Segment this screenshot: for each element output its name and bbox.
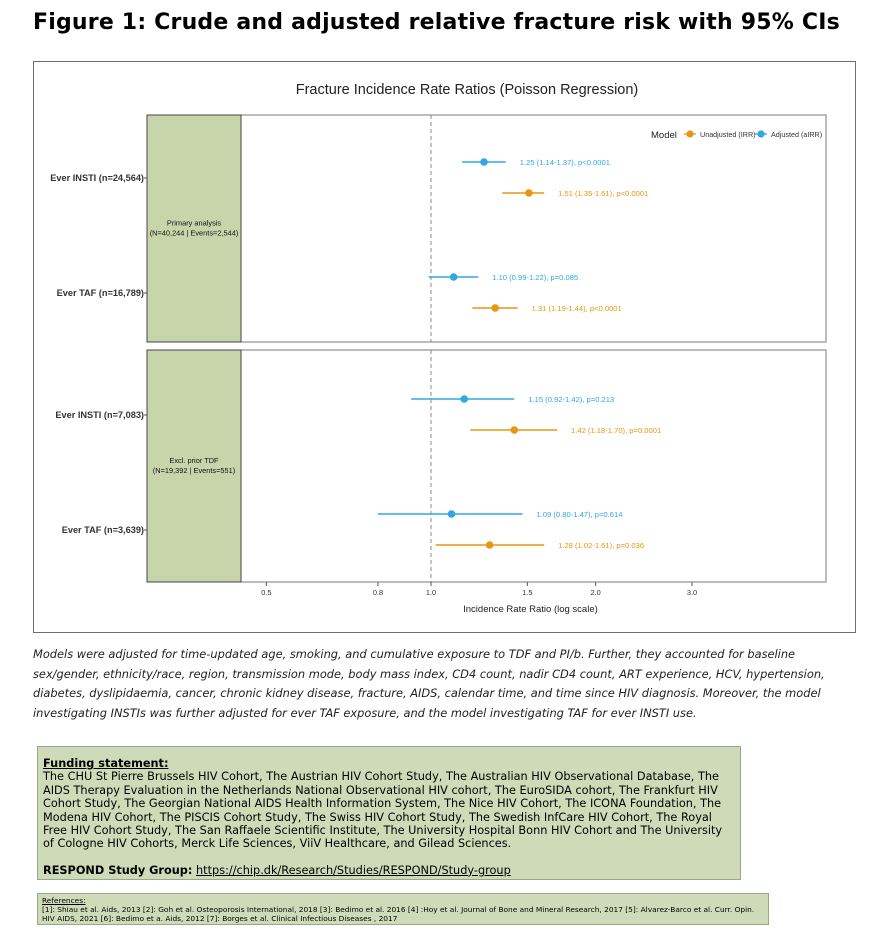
estimate-label-0-0-1: 1.51 (1.35-1.61), p<0.0001 xyxy=(558,189,649,198)
point-estimate-0-0-1 xyxy=(525,189,533,197)
references-box xyxy=(37,893,769,925)
panel-frame-1 xyxy=(147,350,826,582)
funding-title: Funding statement: xyxy=(43,757,169,770)
x-tick-label-2: 1.0 xyxy=(425,588,437,597)
point-estimate-1-1-1 xyxy=(486,541,494,549)
legend-title: Model xyxy=(651,130,677,141)
x-tick-label-1: 0.8 xyxy=(372,588,384,597)
legend-label-0: Unadjusted (IRR) xyxy=(700,130,756,139)
respond-link[interactable]: https://chip.dk/Research/Studies/RESPOND/Study-group xyxy=(196,863,511,877)
strip-sublabel-1: (N=19,392 | Events=551) xyxy=(152,466,236,475)
x-tick-label-5: 3.0 xyxy=(686,588,698,597)
estimate-label-0-1-1: 1.31 (1.19-1.44), p<0.0001 xyxy=(531,304,622,313)
row-label-1-0: Ever INSTI (n=7,083) xyxy=(55,410,144,420)
estimate-label-0-0-0: 1.25 (1.14-1.37), p<0.0001 xyxy=(519,158,610,167)
references-text: [1]: Shiau et al. Aids, 2013 [2]: Goh et al. Osteoporosis International, 2018 [3]: Bedimo et al. 2016 [4] :Hoy et al. Journal of Bone and Mineral Research, 2017 [5]: Alvarez-Barco et al. Curr. Opin. HIV AIDS, 2021 [6]: Bedimo et a. Aids, 2012 [7]: Borges et al. Clinical Infectious Diseases , 2017 xyxy=(42,905,755,923)
respond-line xyxy=(43,864,734,877)
forest-plot-svg xyxy=(34,62,857,634)
x-tick-label-0: 0.5 xyxy=(261,588,272,597)
strip-label-1: Excl. prior TDF xyxy=(169,456,219,465)
figure-title: Figure 1: Crude and adjusted relative fracture risk with 95% CIs xyxy=(33,10,840,35)
point-estimate-1-0-0 xyxy=(460,395,468,403)
estimate-label-1-0-1: 1.42 (1.18-1.70), p=0.0001 xyxy=(571,426,662,435)
estimate-label-1-1-0: 1.09 (0.80-1.47), p=0.614 xyxy=(536,510,623,519)
estimate-label-1-1-1: 1.28 (1.02-1.61), p=0.036 xyxy=(558,541,645,550)
point-estimate-1-0-1 xyxy=(511,426,519,434)
x-axis-label: Incidence Rate Ratio (log scale) xyxy=(463,604,598,615)
legend-marker-1 xyxy=(757,130,764,137)
row-label-0-1: Ever TAF (n=16,789) xyxy=(56,288,144,298)
row-label-0-0: Ever INSTI (n=24,564) xyxy=(50,173,144,183)
funding-text: The CHU St Pierre Brussels HIV Cohort, The Austrian HIV Cohort Study, The Australian HIV Observational Database, The AIDS Therapy Evaluation in the Netherlands National Observational HIV cohort, The EuroSIDA cohort, The Frankfurt HIV Cohort Study, The Georgian National AIDS Health Information System, The Nice HIV Cohort, The ICONA Foundation, The Modena HIV Cohort, The PISCIS Cohort Study, The Swiss HIV Cohort Study, The Swedish InfCare HIV Cohort, The Royal Free HIV Cohort Study, The San Raffaele Scientific Institute, The University Hospital Bonn HIV Cohort and The University of Cologne HIV Cohorts, Merck Life Sciences, ViiV Healthcare, and Gilead Sciences. xyxy=(43,770,723,851)
legend-label-1: Adjusted (aIRR) xyxy=(771,130,823,139)
estimate-label-1-0-0: 1.15 (0.92-1.42), p=0.213 xyxy=(528,395,615,404)
x-tick-label-3: 1.5 xyxy=(522,588,533,597)
respond-label: RESPOND Study Group: xyxy=(43,863,193,877)
row-label-1-1: Ever TAF (n=3,639) xyxy=(61,525,144,535)
point-estimate-0-0-0 xyxy=(480,158,488,166)
funding-box xyxy=(37,746,741,880)
forest-plot xyxy=(33,61,856,633)
point-estimate-1-1-0 xyxy=(448,510,456,518)
chart-title: Fracture Incidence Rate Ratios (Poisson Regression) xyxy=(295,82,639,98)
point-estimate-0-1-0 xyxy=(450,273,458,281)
point-estimate-0-1-1 xyxy=(491,304,499,312)
strip-label-0: Primary analysis xyxy=(166,218,222,228)
references-title: References: xyxy=(42,896,86,905)
legend-marker-0 xyxy=(686,130,693,137)
strip-sublabel-0: (N=40,244 | Events=2,544) xyxy=(149,228,239,238)
figure-caption: Models were adjusted for time-updated age, smoking, and cumulative exposure to TDF and PI/b. Further, they accounted for baseline sex/gender, ethnicity/race, region, transmission mode, body mass index, CD4 count, nadir CD4 count, ART experience, HCV, hypertension, diabetes, dyslipidaemia, cancer, chronic kidney disease, fracture, AIDS, calendar time, and time since HIV diagnosis. Moreover, the model investigating INSTIs was further adjusted for ever TAF exposure, and the model investigating TAF for ever INSTI use. xyxy=(33,647,825,720)
x-tick-label-4: 2.0 xyxy=(590,588,601,597)
estimate-label-0-1-0: 1.10 (0.99-1.22), p=0.085 xyxy=(492,273,579,282)
